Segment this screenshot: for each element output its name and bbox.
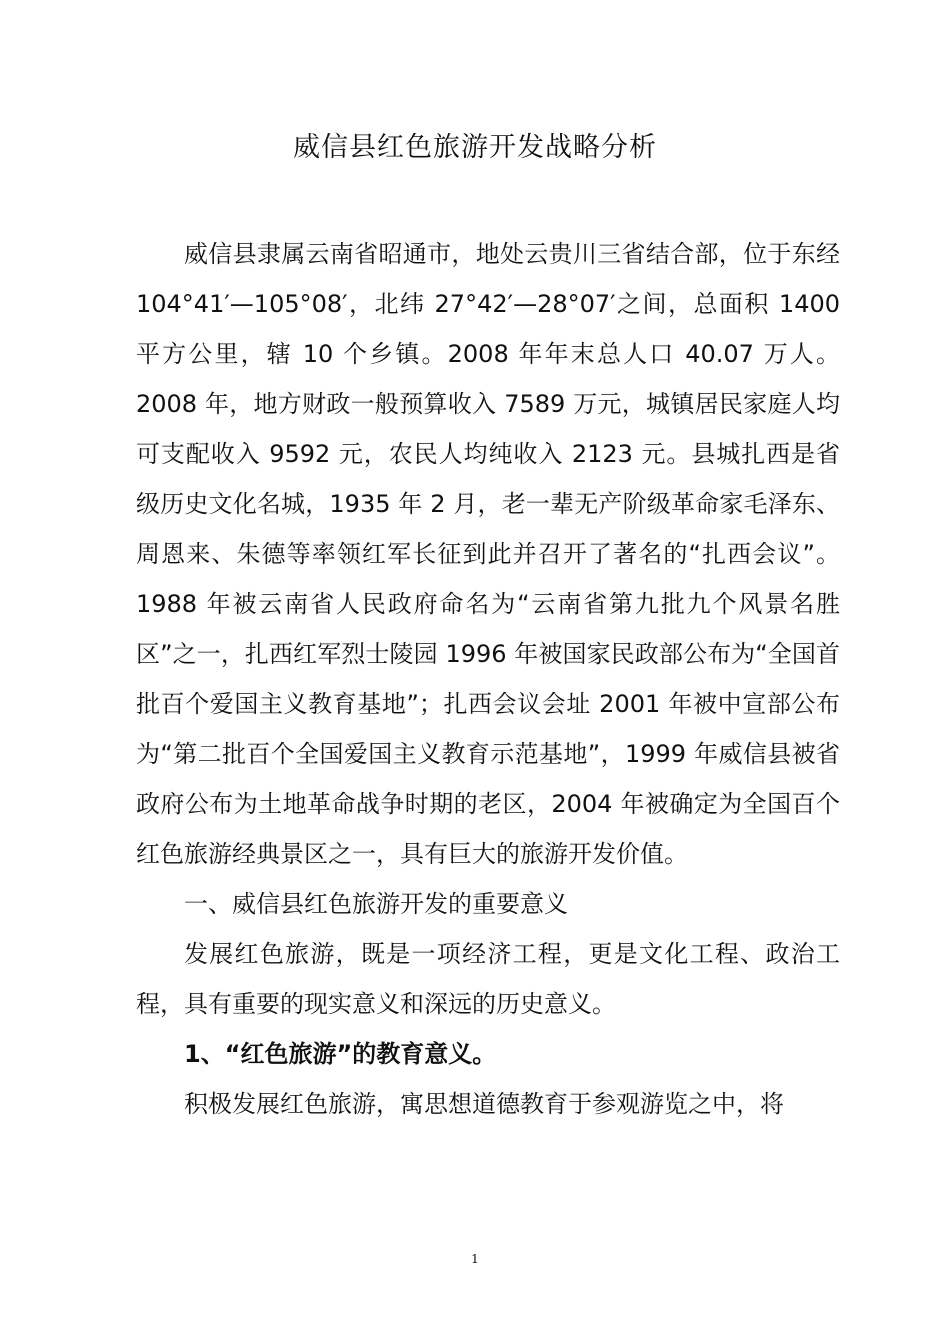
section-paragraph: 发展红色旅游，既是一项经济工程，更是文化工程、政治工程，具有重要的现实意义和深远的历史意义。 [136, 940, 840, 1018]
page-number: 1 [471, 1252, 479, 1266]
document-body [136, 229, 840, 1129]
document-title: 威信县红色旅游开发战略分析 [293, 132, 657, 163]
section-heading: 一、威信县红色旅游开发的重要意义 [184, 890, 568, 918]
subsection-paragraph: 积极发展红色旅游，寓思想道德教育于参观游览之中，将 [184, 1090, 784, 1118]
subsection-heading: 1、“红色旅游”的教育意义。 [184, 1040, 497, 1068]
intro-paragraph: 威信县隶属云南省昭通市，地处云贵川三省结合部，位于东经 104°41′—105°08′，北纬 27°42′—28°07′之间，总面积 1400 平方公里，辖 10 个乡镇。2008 年年末总人口 40.07 万人。2008 年，地方财政一般预算收入 7589 万元，城镇居民家庭人均可支配收入 9592 元，农民人均纯收入 2123 元。县城扎西是省级历史文化名城，1935 年 2 月，老一辈无产阶级革命家毛泽东、周恩来、朱德等率领红军长征到此并召开了著名的“扎西会议”。1988 年被云南省人民政府命名为“云南省第九批九个风景名胜区”之一，扎西红军烈士陵园 1996 年被国家民政部公布为“全国首批百个爱国主义教育基地”；扎西会议会址 2001 年被中宣部公布为“第二批百个全国爱国主义教育示范基地”，1999 年威信县被省政府公布为土地革命战争时期的老区，2004 年被确定为全国百个红色旅游经典景区之一，具有巨大的旅游开发价值。 [136, 240, 840, 868]
